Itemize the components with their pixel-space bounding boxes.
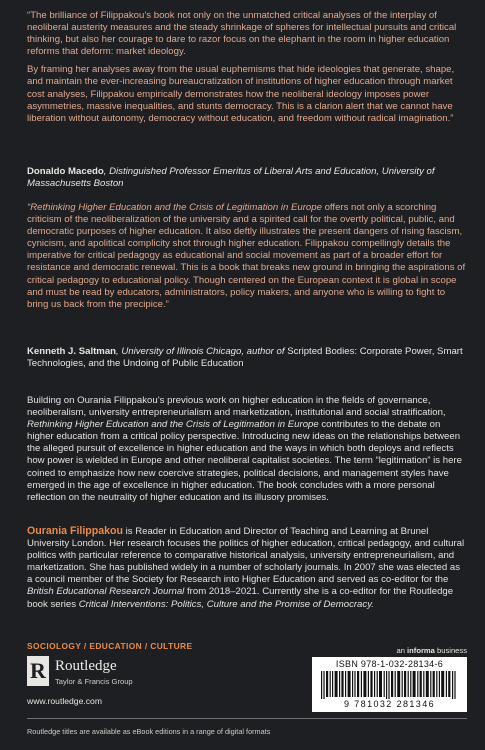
endorser-name: Donaldo Macedo [27, 166, 104, 177]
barcode-panel [312, 657, 467, 712]
endorser-affiliation: , Distinguished Professor Emeritus of Liberal Arts and Education, University of Massachusetts Boston [27, 166, 435, 190]
author-bio [27, 525, 467, 611]
author-bio-text-2: from 2018–2021. Currently she is a co-editor for the Routledge book series [27, 586, 454, 610]
author-bio-journal: British Educational Research Journal [27, 586, 185, 598]
endorser-macedo [27, 166, 467, 190]
book-description [27, 395, 467, 504]
author-bio-paragraph [27, 525, 467, 611]
blurb-macedo [27, 10, 467, 125]
description-paragraph [27, 395, 467, 504]
description-text-2: contributes to the debate on higher education from a critical policy perspective. Introducing new ideas on the relationships between the alleged pursuit of excellence in higher education and the ways in which both deploys and reflects how power is wielded in Europe and other neoliberal capitalist societies. The term “legitimation” is here coined to emphasize how new coercive strategies, political decisions, and management styles have emerged in the age of excellence in higher education. The book concludes with a more personal reflection on the neutrality of higher education and its illusory promises. [27, 419, 462, 503]
informa-suffix: business [434, 646, 467, 655]
footer-divider [27, 718, 467, 719]
author-name: Ourania Filippakou [27, 525, 123, 537]
blurb-saltman-text: offers not only a scorching criticism of the neoliberalization of the university and a spirited call for the overtly political, public, and democratic purposes of higher education. It also deftly illustrates the present dangers of rising fascism, cynicism, and apolitical complicity shot through higher education. Filippakou compellingly details the imperative for critical pedagogy as educational and social movement as part of a broader effort for resistance and democratic renewal. This is a book that breaks new ground in bringing the aspirations of critical pedagogy to educational policy. Though centered on the European context it is global in scope and must be read by educators, administrators, policy makers, and anyone who is willing to fight to bring us back from the precipice.” [27, 202, 466, 310]
author-bio-text-1: is Reader in Education and Director of Teaching and Learning at Brunel University London. Her research focuses the politics of higher education, critical pedagogy, and cultural politics with particular reference to comparative historical analysis, university entrepreneurialism, and marketization. She has published widely in a number of scholarly journals. In 2007 she was elected as a council member of the Society for Research into Higher Education and served as co-editor for the [27, 526, 465, 586]
blurb-saltman-paragraph [27, 202, 467, 311]
blurb-macedo-paragraph-2: By framing her analyses away from the usual euphemisms that hide ideologies that generate, shape, and maintain the ever-increasing bureaucratization of institutions of higher education through market cost analyses, Filippakou empirically demonstrates how the neoliberal ideology imposes power asymmetries, massive inequalities, and stunts democracy. This is a clarion alert that we cannot have liberation without autonomy, democracy without education, and freedom without radical imagination.” [27, 64, 455, 124]
endorser-affiliation: , University of Illinois Chicago, author of [116, 346, 288, 357]
endorser-book: Scripted Bodies: Corporate Power, Smart Technologies, and the Undoing of Public Education [27, 346, 463, 370]
blurb-saltman [27, 202, 467, 311]
description-book-title: Rethinking Higher Education and the Crisis of Legitimation in Europe [27, 419, 319, 431]
blurb-book-title: “Rethinking Higher Education and the Crisis of Legitimation in Europe [27, 202, 322, 213]
publisher-logo [27, 656, 177, 690]
isbn-number: ISBN 978-1-032-28134-6 [335, 659, 444, 669]
subject-categories: SOCIOLOGY / EDUCATION / CULTURE [27, 641, 193, 651]
informa-business [396, 646, 467, 655]
endorser-name: Kenneth J. Saltman [27, 346, 117, 357]
publisher-name: Routledge [55, 658, 117, 674]
endorser-saltman [27, 346, 467, 370]
informa-prefix: an [396, 646, 408, 655]
barcode-digits: 9 781032 281346 [343, 699, 436, 709]
publisher-group: Taylor & Francis Group [55, 677, 133, 686]
blurb-macedo-paragraph-1: “The brilliance of Filippakou’s book not only on the unmatched critical analyses of the interplay of neoliberal austerity measures and the steady shrinkage of spheres for intellectual pursuits and critical thinking, but also her courage to dare to razor focus on the elephant in the room in higher education reforms that deform: market ideology. [27, 10, 457, 58]
publisher-website: www.routledge.com [27, 696, 102, 706]
informa-bold: informa [407, 646, 435, 655]
barcode-icon [321, 671, 458, 699]
author-bio-series: Critical Interventions: Politics, Culture and the Promise of Democracy. [78, 598, 374, 610]
routledge-logo-icon: R [27, 656, 49, 686]
description-text-1: Building on Ourania Filippakou’s previous work on higher education in the fields of governance, neoliberalism, university entrepreneurialism and marketization, institutional and social stratification, [27, 395, 446, 419]
ebook-note: Routledge titles are available as eBook editions in a range of digital formats [27, 727, 271, 736]
